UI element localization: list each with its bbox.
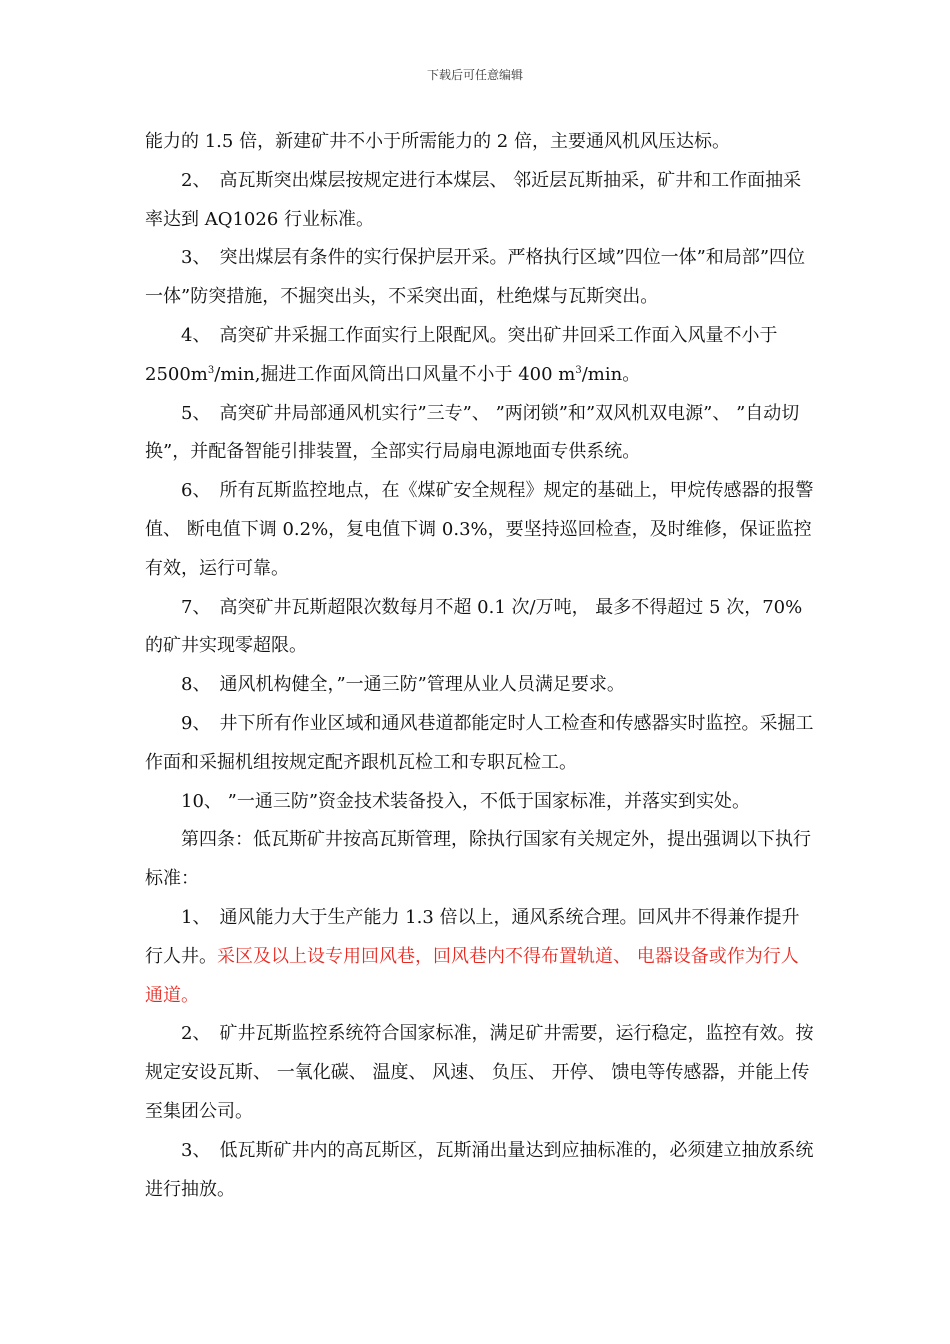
text-run: 4、 高突矿井采掘工作面实行上限配风。突出矿井回采工作面入风量不小于 2500m	[145, 324, 778, 385]
page-header: 下载后可任意编辑	[426, 68, 523, 82]
paragraph-sub-item-3: 3、 低瓦斯矿井内的高瓦斯区，瓦斯涌出量达到应抽标准的，必须建立抽放系统进行抽放。	[145, 1139, 814, 1200]
paragraph-item-2: 2、 高瓦斯突出煤层按规定进行本煤层、 邻近层瓦斯抽采，矿井和工作面抽采率达到 AQ1026 行业标准。	[145, 169, 802, 230]
text-run: /min,掘进工作面风筒出口风量不小于 400 m	[214, 363, 576, 385]
paragraph-item-9: 9、 井下所有作业区域和通风巷道都能定时人工检查和传感器实时监控。采掘工作面和采掘机组按规定配齐跟机瓦检工和专职瓦检工。	[145, 712, 814, 773]
paragraph-sub-item-1	[145, 899, 815, 1015]
paragraph-item-3: 3、 突出煤层有条件的实行保护层开采。严格执行区域”四位一体”和局部”四位一体”防突措施，不掘突出头，不采突出面，杜绝煤与瓦斯突出。	[145, 247, 806, 308]
document-body	[145, 123, 815, 1209]
paragraph-item-6: 6、 所有瓦斯监控地点，在《煤矿安全规程》规定的基础上，甲烷传感器的报警值、 断电值下调 0.2%，复电值下调 0.3%，要坚持巡回检查，及时维修，保证监控有效，运行可靠。	[145, 480, 814, 579]
paragraph-item-10: 10、 ”一通三防”资金技术装备投入，不低于国家标准，并落实到实处。	[181, 790, 751, 812]
paragraph-item-8: 8、 通风机构健全，”一通三防”管理从业人员满足要求。	[181, 674, 625, 696]
paragraph-item-7: 7、 高突矿井瓦斯超限次数每月不超 0.1 次/万吨， 最多不得超过 5 次，70%的矿井实现零超限。	[145, 596, 803, 657]
text-run: 1、 通风能力大于生产能力 1.3 倍以上，通风系统合理。回风井不得兼作提升行人井。	[145, 906, 800, 967]
paragraph-item-5: 5、 高突矿井局部通风机实行”三专”、 ”两闭锁”和”双风机双电源”、 ”自动切换”，并配备智能引排装置，全部实行局扇电源地面专供系统。	[145, 402, 800, 463]
highlighted-text: 采区及以上设专用回风巷，回风巷内不得布置轨道、 电器设备或作为行人通道。	[145, 945, 799, 1006]
superscript: 3	[575, 364, 582, 376]
text-run: /min。	[581, 363, 641, 385]
paragraph-item-4	[145, 317, 815, 395]
paragraph-article-4: 第四条：低瓦斯矿井按高瓦斯管理，除执行国家有关规定外，提出强调以下执行标准：	[145, 829, 811, 890]
superscript: 3	[207, 364, 215, 376]
paragraph-sub-item-2: 2、 矿井瓦斯监控系统符合国家标准，满足矿井需要，运行稳定，监控有效。按规定安设瓦斯、 一氧化碳、 温度、 风速、 负压、 开停、 馈电等传感器，并能上传至集团公司。	[145, 1023, 814, 1122]
paragraph-continuation: 能力的 1.5 倍，新建矿井不小于所需能力的 2 倍，主要通风机风压达标。	[145, 131, 730, 152]
